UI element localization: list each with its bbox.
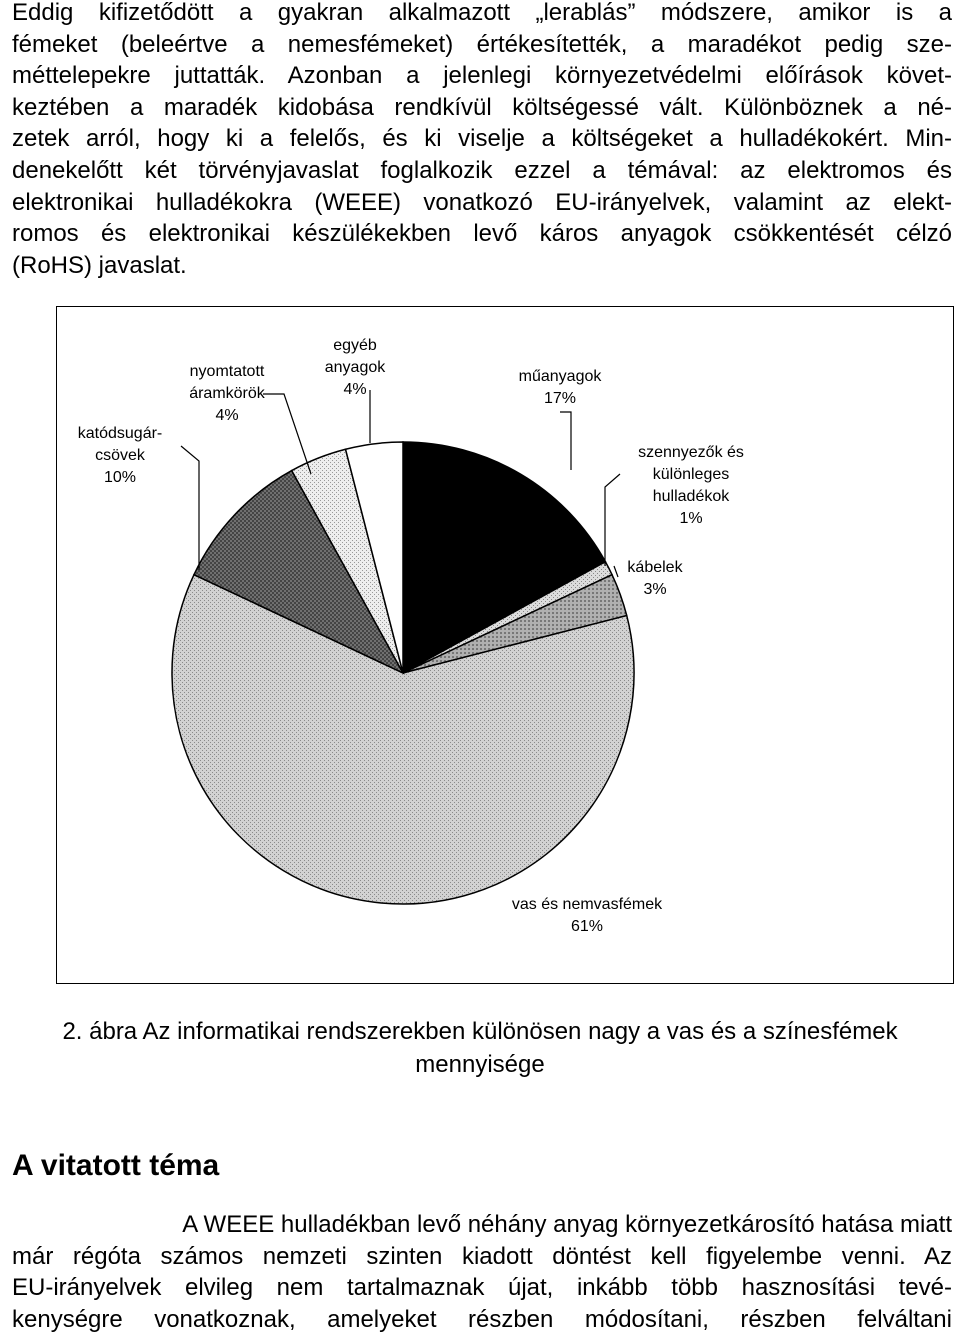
slice-label: 1% [679,510,703,527]
slice-label: anyagok [324,359,386,376]
slice-label: kábelek [627,559,683,576]
text-line: denekelőtt két törvényjavaslat foglalkozik ezzel a témával: az elektromos és [12,156,952,184]
slice-label: csövek [95,447,145,464]
leader-line [181,446,199,570]
slice-label: szennyezők és [638,444,744,461]
leader-line [614,566,618,577]
leader-line [560,412,571,470]
caption-line: mennyisége [415,1051,545,1078]
slice-label: 3% [643,581,667,598]
leader-line [263,394,311,474]
slice-label: egyéb [333,337,377,354]
text-line: A WEEE hulladékban levő néhány anyag környezetkárosító hatása miatt [182,1211,952,1238]
text-line: EU-irányelvek elvileg nem tartalmaznak újat, inkább több hasznosítási tevé- [12,1274,952,1302]
slice-label: 61% [570,918,604,935]
text-line: (RoHS) javaslat. [12,251,187,279]
slice-label: vas és nemvasfémek [511,896,663,913]
slice-label: 4% [343,381,367,398]
text-line: keztében a maradék kidobása rendkívül költségessé vált. Különböznek a né- [12,93,952,121]
text-line: romos és elektronikai készülékekben levő káros anyagok csökkentését célzó [12,220,952,248]
text-line: méttelepekre juttatták. Azonban a jelenlegi környezetvédelmi előírások követ- [12,62,952,90]
slice-label: katódsugár- [77,425,163,442]
slice-label: 4% [215,407,239,424]
text-line: fémeket (beleértve a nemesfémeket) értékesítették, a maradékot pedig sze- [12,30,952,58]
text-line: elektronikai hulladékokra (WEEE) vonatkozó EU-irányelvek, valamint az elekt- [12,188,952,216]
slice-label: nyomtatott [189,363,265,380]
text-line: már régóta számos nemzeti szinten kiadott döntést kell figyelembe venni. Az [12,1242,952,1270]
text-line: zetek arról, hogy ki a felelős, és ki viselje a költségeket a hulladékokért. Min- [12,125,952,153]
text-line: kenységre vonatkoznak, amelyeket részben módosítani, részben felváltani [12,1305,952,1333]
body-paragraph [12,1209,952,1335]
figure-caption [0,1015,960,1081]
slice-label: hulladékok [652,488,730,505]
leader-line [605,474,620,566]
slice-label: műanyagok [518,368,602,385]
slice-label: 17% [543,390,577,407]
text-line: Eddig kifizetődött a gyakran alkalmazott „lerablás” módszere, amikor is a [12,0,952,26]
slice-label: különleges [652,466,730,483]
section-heading: A vitatott téma [12,1149,220,1182]
caption-line: 2. ábra Az informatikai rendszerekben különösen nagy a vas és a színesfémek [62,1018,898,1045]
slice-label: áramkörök [189,385,265,402]
slice-label: 10% [103,469,137,486]
